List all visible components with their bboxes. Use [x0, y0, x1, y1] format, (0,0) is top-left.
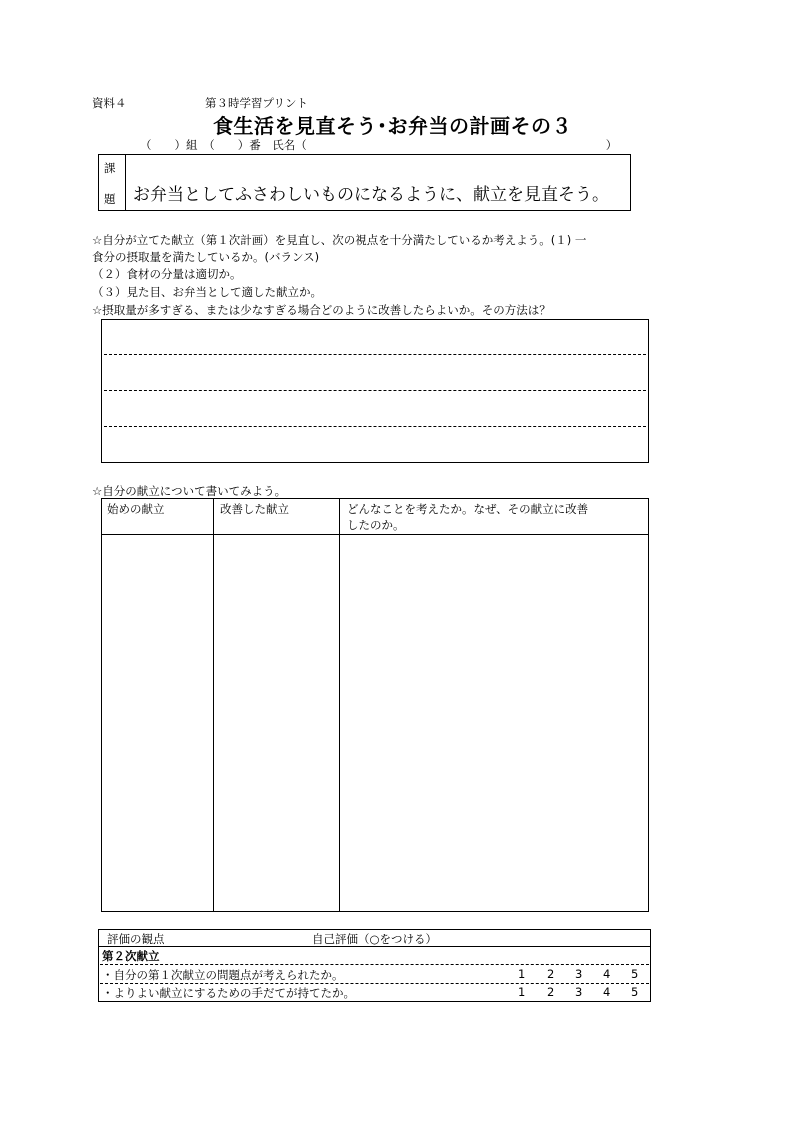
evaluation-score-2[interactable]: 2: [547, 967, 555, 981]
evaluation-dashed-line: [100, 983, 649, 984]
task-label-bottom: 題: [104, 192, 116, 206]
menu-cell-original[interactable]: [102, 535, 212, 911]
instruction-line-3: （２）食材の分量は適切か。: [92, 267, 242, 281]
evaluation-score-1[interactable]: 1: [518, 985, 526, 999]
evaluation-dashed-line: [100, 964, 649, 965]
task-divider: [125, 154, 126, 211]
evaluation-score-3[interactable]: 3: [575, 967, 583, 981]
menu-cell-reason[interactable]: [340, 535, 648, 911]
evaluation-score-4[interactable]: 4: [603, 985, 611, 999]
evaluation-section-label: 第２次献立: [102, 949, 160, 963]
evaluation-row-text: ・自分の第１次献立の問題点が考えられたか。: [102, 968, 344, 982]
answer-box[interactable]: [101, 319, 649, 463]
evaluation-score-1[interactable]: 1: [518, 967, 526, 981]
instruction-line-2: 食分の摂取量を満たしているか。(バランス): [92, 250, 320, 264]
answer-dashed-line: [104, 426, 646, 427]
name-line: （ ）組 （ ）番 氏名（ ）: [140, 138, 618, 152]
answer-dashed-line: [104, 354, 646, 355]
lesson-label: 第３時学習プリント: [205, 96, 309, 110]
menu-col-reason-line1: どんなことを考えたか。なぜ、その献立に改善: [347, 502, 589, 516]
evaluation-row-text: ・よりよい献立にするための手だてが持てたか。: [102, 986, 355, 1000]
evaluation-score-4[interactable]: 4: [603, 967, 611, 981]
menu-col-reason-line2: したのか。: [347, 518, 405, 532]
answer-dashed-line: [104, 390, 646, 391]
evaluation-score-3[interactable]: 3: [575, 985, 583, 999]
menu-heading: ☆自分の献立について書いてみよう。: [92, 484, 287, 498]
evaluation-score-5[interactable]: 5: [631, 967, 639, 981]
document-label: 資料４: [92, 96, 127, 110]
task-label-top: 課: [104, 161, 116, 175]
instruction-line-4: （３）見た目、お弁当として適した献立か。: [92, 285, 322, 299]
evaluation-score-5[interactable]: 5: [631, 985, 639, 999]
evaluation-header-viewpoint: 評価の観点: [107, 932, 165, 946]
menu-col-original: 始めの献立: [107, 502, 165, 516]
menu-col-improved: 改善した献立: [220, 502, 289, 516]
instruction-line-5: ☆摂取量が多すぎる、または少なすぎる場合どのように改善したらよいか。その方法は？: [92, 303, 551, 317]
task-text: お弁当としてふさわしいものになるように、献立を見直そう。: [133, 185, 609, 205]
menu-cell-improved[interactable]: [214, 535, 338, 911]
evaluation-score-2[interactable]: 2: [547, 985, 555, 999]
page-title: 食生活を見直そう･お弁当の計画その３: [213, 114, 572, 138]
evaluation-header-self: 自己評価（○をつける）: [312, 932, 438, 946]
instruction-line-1: ☆自分が立てた献立（第１次計画）を見直し、次の視点を十分満たしているか考えよう。(１) 一: [92, 233, 587, 247]
